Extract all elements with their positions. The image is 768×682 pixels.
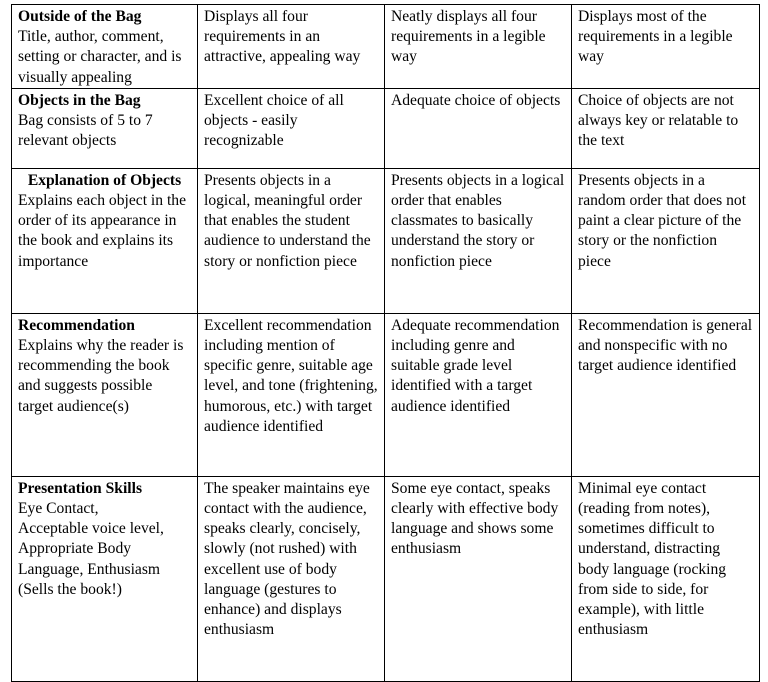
level-text: Adequate recommendation including genre and suitable grade level identified with a target audience identified [391,316,560,415]
level-text: Presents objects in a logical order that enables classmates to basically understand the story or nonfiction piece [391,171,565,270]
level-cell-developing [572,88,760,168]
criterion-description: Bag consists of 5 to 7 relevant objects [18,112,153,150]
criterion-title: Objects in the Bag [18,91,141,109]
rubric-row-explanation-of-objects [12,168,760,313]
level-text: Displays most of the requirements in a legible way [578,8,733,66]
criterion-description: Title, author, comment, setting or character, and is visually appealing [18,28,182,86]
level-text: Adequate choice of objects [391,91,561,109]
criterion-cell [12,5,198,89]
level-cell-adequate [385,5,572,89]
criterion-description: Explains why the reader is recommending the book and suggests possible target audience(s) [18,337,184,415]
criterion-cell [12,168,198,313]
criterion-description: Eye Contact, Acceptable voice level, Appropriate Body Language, Enthusiasm (Sells the book!) [18,500,164,598]
rubric-row-objects-in-bag [12,88,760,168]
level-text: Displays all four requirements in an attractive, appealing way [204,8,361,66]
criterion-cell [12,476,198,681]
level-cell-excellent [198,168,385,313]
level-cell-adequate [385,168,572,313]
level-cell-excellent [198,476,385,681]
rubric-table [11,4,760,682]
level-cell-adequate [385,313,572,476]
level-cell-excellent [198,5,385,89]
level-cell-excellent [198,313,385,476]
level-cell-excellent [198,88,385,168]
criterion-title: Presentation Skills [18,479,143,497]
level-text: Minimal eye contact (reading from notes), sometimes difficult to understand, distracting body language (rocking from side to side, for example), with little enthusiasm [578,479,727,639]
criterion-title: Outside of the Bag [18,8,142,25]
criterion-title: Recommendation [18,316,135,334]
level-text: Recommendation is general and nonspecific with no target audience identified [578,316,753,375]
rubric-row-recommendation [12,313,760,476]
criterion-cell [12,88,198,168]
level-cell-developing [572,168,760,313]
level-cell-developing [572,5,760,89]
level-text: Some eye contact, speaks clearly with effective body language and shows some enthusiasm [391,479,559,558]
level-text: Choice of objects are not always key or relatable to the text [578,91,739,150]
level-cell-developing [572,313,760,476]
level-text: Presents objects in a random order that does not paint a clear picture of the story or the nonfiction piece [578,171,747,270]
rubric-row-outside-of-bag [12,5,760,89]
criterion-description: Explains each object in the order of its appearance in the book and explains its importance [18,192,187,270]
criterion-cell [12,313,198,476]
level-cell-adequate [385,476,572,681]
criterion-title: Explanation of Objects [27,171,182,189]
level-text: The speaker maintains eye contact with the audience, speaks clearly, concisely, slowly (not rushed) with excellent use of body language (gestures to enhance) and displays enthusiasm [204,479,370,639]
level-text: Excellent choice of all objects - easily recognizable [204,91,344,150]
level-text: Excellent recommendation including mention of specific genre, suitable age level, and tone (frightening, humorous, etc.) with target audience identified [204,316,378,435]
level-cell-adequate [385,88,572,168]
level-cell-developing [572,476,760,681]
rubric-row-presentation-skills [12,476,760,681]
level-text: Presents objects in a logical, meaningful order that enables the student audience to understand the story or nonfiction piece [204,171,371,270]
level-text: Neatly displays all four requirements in a legible way [391,8,546,66]
